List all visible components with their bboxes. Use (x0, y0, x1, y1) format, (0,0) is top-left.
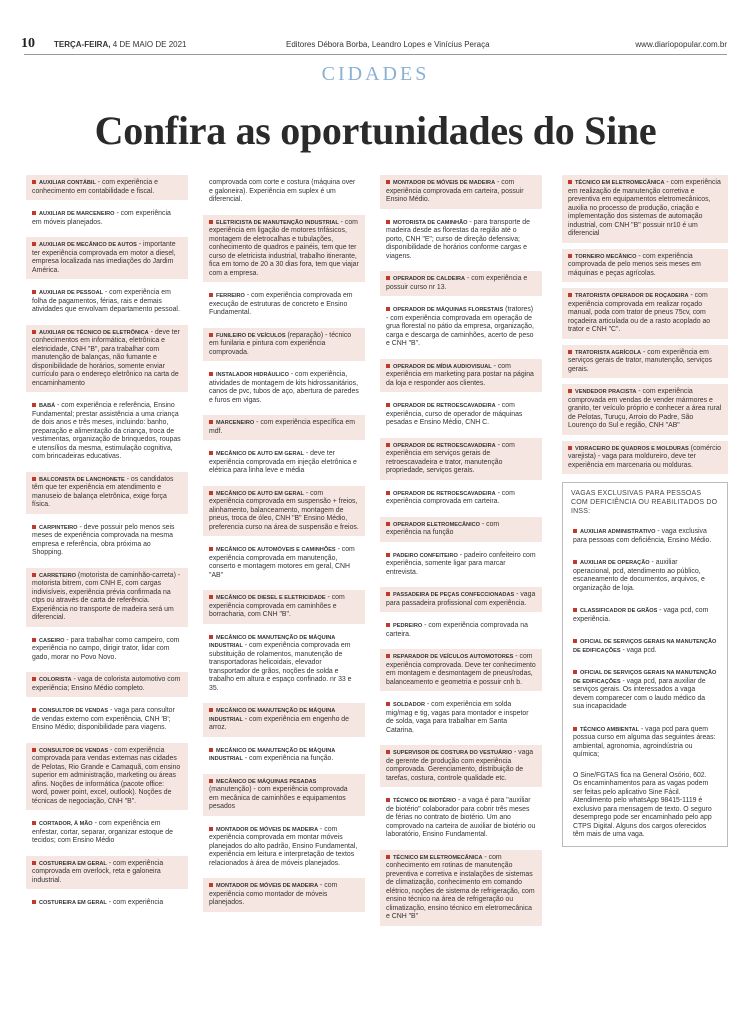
bullet-square-icon (32, 403, 36, 407)
column-2 (203, 175, 365, 918)
job-description: - com experiência comprovada na carteira. (386, 622, 528, 638)
job-description: - deve ter experiência comprovada em injeção eletrônica e elétrica para linha leve e média (209, 450, 357, 474)
job-listing (203, 446, 365, 480)
job-description: - com experiência como montador de móveis planejados. (209, 882, 338, 906)
bullet-square-icon (573, 670, 577, 674)
job-title: BABÁ (39, 403, 56, 409)
bullet-square-icon (32, 708, 36, 712)
job-listing (26, 568, 188, 627)
job-title: AUXILIAR DE MECÂNICO DE AUTOS (39, 242, 137, 248)
job-listing (26, 398, 188, 466)
bullet-square-icon (568, 350, 572, 354)
bullet-square-icon (573, 560, 577, 564)
job-title: MECÂNICO DE MANUTENÇÃO DE MÁQUINA INDUSTRIAL (209, 634, 336, 649)
job-listing (203, 703, 365, 737)
bullet-square-icon (386, 180, 390, 184)
job-description: - vaga pcd para quem possua curso em alguma das seguintes áreas: ambiental, agronomia, agroindústria ou química; (573, 725, 716, 758)
job-title: CARRETEIRO (39, 572, 76, 579)
job-description: - com experiência em folha de pagamentos, férias, rais e demais atividades que envolvam departamento pessoal. (32, 289, 180, 313)
job-listing (26, 325, 188, 393)
job-listing (380, 486, 542, 511)
bullet-square-icon (568, 389, 572, 393)
job-description: (reparação) - técnico em funilaria e pintura com experiência comprovada. (209, 331, 352, 356)
job-title: MECÂNICO DE MÁQUINAS PESADAS (216, 778, 317, 785)
job-listing (380, 438, 542, 480)
job-listing (26, 520, 188, 562)
job-title: CONSULTOR DE VENDAS (39, 708, 109, 714)
job-description: (manutenção) - com experiência comprovada em mecânica de caminhões e equipamentos pesados (209, 786, 348, 810)
bullet-square-icon (32, 180, 36, 184)
job-listing (567, 634, 723, 659)
bullet-square-icon (209, 333, 213, 337)
job-title: OFICIAL DE SERVIÇOS GERAIS NA MANUTENÇÃO DE EDIFICAÇÕES (573, 670, 717, 685)
job-listing (203, 328, 365, 362)
bullet-square-icon (32, 821, 36, 825)
job-description: (tratores) - com experiência comprovada em operação de grua florestal no pátio da empresa, organização, carga e descarga de caminhões, acerto de peso e CNH "B". (386, 306, 534, 347)
bullet-square-icon (209, 827, 213, 831)
job-listing (562, 175, 728, 243)
bullet-square-icon (32, 573, 36, 577)
bullet-square-icon (32, 211, 36, 215)
job-title: OPERADOR DE CALDEIRA (393, 276, 466, 282)
job-title: OPERADOR DE MÍDIA AUDIOVISUAL (393, 363, 492, 370)
bullet-square-icon (568, 180, 572, 184)
job-description: - com experiência, curso de operador de máquinas pesadas e Ensino Médio, CNH C. (386, 402, 523, 426)
job-listing (380, 398, 542, 432)
job-title: CLASSIFICADOR DE GRÃOS (580, 608, 658, 614)
job-listing (380, 649, 542, 691)
bullet-square-icon (386, 592, 390, 596)
bullet-square-icon (386, 522, 390, 526)
job-title: MECÂNICO DE AUTO EM GERAL (216, 451, 304, 457)
job-listing (567, 665, 723, 716)
job-listing (380, 618, 542, 643)
job-title: MONTADOR DE MÓVEIS DE MADEIRA (216, 883, 319, 889)
job-description: - com experiência específica em mdf. (209, 419, 355, 435)
job-listing (26, 703, 188, 737)
job-listing (26, 672, 188, 697)
bullet-square-icon (386, 702, 390, 706)
job-description: - com experiência e referência, Ensino Fundamental; prestar assistência a uma criança de dois anos e três meses, incluindo: banho, preparação e alimentação da criança, troca de vestimentas, organização de brinquedos, roupas e utensílios da mesma, estimulação cognitiva, com brincadeiras educativas. (32, 402, 181, 460)
pcd-box-title: VAGAS EXCLUSIVAS PARA PESSOAS COM DEFICIÊNCIA OU REABILITADOS DO INSS: (571, 490, 718, 515)
job-title: AUXILIAR DE TÉCNICO DE ELETRÔNICA (39, 329, 149, 336)
job-title: TORNEIRO MECÂNICO (575, 253, 637, 260)
bullet-square-icon (209, 779, 213, 783)
job-title: COLORISTA (39, 677, 72, 683)
column-4 (562, 175, 728, 847)
job-description: - com experiência em serviços gerais de retroescavadeira e trator, manutenção propriedade, serviços gerais. (386, 441, 515, 474)
job-description: - com experiência comprovada em suspensão + freios, alinhamento, balanceamento, montagem de pneus, troca de óleo, CNH "B" Ensino Médio, preferencia curso na área de suspensão e freios. (209, 489, 359, 531)
date-text: 4 DE MAIO DE 2021 (112, 40, 187, 49)
job-description: - com experiência em serviços gerais de trator, manutenção, serviços gerais. (568, 348, 713, 373)
section-title: CIDADES (321, 63, 430, 85)
job-description: - vaga de gerente de produção com experiência comprovada. Gerenciamento, distribuição de tarefas, costura, controle qualidade etc. (386, 749, 534, 782)
bullet-square-icon (386, 276, 390, 280)
job-listing (562, 384, 728, 435)
bullet-square-icon (209, 883, 213, 887)
job-listing (567, 722, 723, 764)
job-listing (203, 774, 365, 816)
column-1 (26, 175, 188, 918)
bullet-square-icon (32, 330, 36, 334)
job-description: - com experiência comprovada em montar móveis planejados do alto padrão, Ensino Fundamental, experiência em leitura e interpretação de textos relacionados à área de móveis planejados. (209, 825, 358, 867)
job-description: - com experiência comprovada em caminhões e borracharia, com CNH "B". (209, 594, 345, 618)
bullet-square-icon (32, 861, 36, 865)
job-listing (26, 895, 188, 912)
job-description: - os candidatos têm que ter experiência em atendimento e manuseio de balança eletrônica, exige força física. (32, 475, 174, 508)
bullet-square-icon (568, 446, 572, 450)
job-description: - com experiência comprovada em execução de estruturas de concreto e Ensino Fundamental. (209, 292, 353, 316)
pcd-items (567, 524, 723, 764)
job-title: COSTUREIRA EM GERAL (39, 860, 107, 867)
job-description: - com experiência em solda mig/mag e tig, vagas para montador e inspetor de solda, vaga para trabalhar em Santa Catarina. (386, 701, 529, 734)
job-description: (comércio varejista) - vaga para moldureiro, deve ter experiência em marcenaria ou molduras. (568, 444, 721, 469)
job-title: OFICIAL DE SERVIÇOS GERAIS NA MANUTENÇÃO DE EDIFICAÇÕES (573, 639, 717, 654)
job-description: - com experiência e conhecimento em contabilidade e fiscal. (32, 179, 158, 195)
job-title: MARCENEIRO (216, 420, 255, 426)
job-listing (380, 745, 542, 787)
bullet-square-icon (209, 595, 213, 599)
job-title: COSTUREIRA EM GERAL (39, 900, 107, 906)
job-title: OPERADOR ELETROMECÂNICO (393, 521, 481, 528)
bullet-square-icon (209, 451, 213, 455)
bullet-square-icon (568, 254, 572, 258)
job-description: - vaga pcd, com experiência. (573, 607, 709, 623)
job-title: MECÂNICO DE MANUTENÇÃO DE MÁQUINA INDUSTRIAL (209, 708, 336, 723)
bullet-square-icon (386, 654, 390, 658)
job-listing (380, 850, 542, 926)
editors-line: Editores Débora Borba, Leandro Lopes e Vinícius Peraça (286, 40, 490, 49)
job-description: - com experiência em engenho de arroz. (209, 715, 349, 731)
job-title: CONSULTOR DE VENDAS (39, 747, 109, 754)
job-listing (562, 288, 728, 339)
job-listing (567, 524, 723, 549)
job-listing (380, 175, 542, 209)
bullet-square-icon (386, 491, 390, 495)
job-listing (203, 590, 365, 624)
job-title: AUXILIAR DE OPERAÇÃO (580, 560, 650, 566)
job-title: MONTADOR DE MÓVEIS DE MADEIRA (216, 826, 319, 833)
job-listing (26, 743, 188, 811)
job-listing (380, 587, 542, 612)
sine-note: O Sine/FGTAS fica na General Osório, 602. Os encaminhamentos para as vagas podem ser feitas pelo aplicativo Sine Fácil. Atendimento pelo whatsApp 98415-1119 é exclusivo para mensagem de texto. O seguro desemprego pode ser encaminhado pelo app CTPS Digital. Alguns dos cargos oferecidos têm mais de uma vaga. (573, 771, 712, 838)
job-listing (380, 793, 542, 844)
job-title: CASEIRO (39, 637, 65, 644)
job-title: PEDREIRO (393, 623, 423, 629)
job-listing (26, 816, 188, 850)
job-title: MECÂNICO DE MANUTENÇÃO DE MÁQUINA INDUSTRIAL (209, 747, 336, 762)
job-listing (562, 441, 728, 475)
job-description: - com experiência comprovada em carteira, possuir Ensino Médio. (386, 179, 524, 203)
bullet-square-icon (568, 293, 572, 297)
job-title: OPERADOR DE RETROESCAVADEIRA (393, 490, 496, 497)
job-title: TÉCNICO DE BIOTÉRIO (393, 798, 457, 804)
weekday: TERÇA-FEIRA, (54, 40, 111, 49)
bullet-square-icon (209, 420, 213, 424)
bullet-square-icon (573, 529, 577, 533)
job-title: OPERADOR DE RETROESCAVADEIRA (393, 403, 496, 409)
job-listing (380, 359, 542, 393)
job-description: - vaga exclusiva para pessoas com deficiência, Ensino Médio. (573, 528, 712, 544)
job-description: - deve ter conhecimentos em informática, eletrônica e eletricidade, CNH "B", para trabalhar com manutenção de balanças, não fumante e disponibilidade de horários, somente enviar currículo para o endereço eletrônico na carta de encaminhamento (32, 328, 180, 387)
job-description: - para transporte de madeira desde as florestas da região até o porto, CNH "E"; curso de direção defensiva; disponibilidade de horários conforme cargas e viagens. (386, 218, 530, 260)
bullet-square-icon (209, 547, 213, 551)
job-title: CORTADOR, À MÃO (39, 821, 93, 827)
job-title: MECÂNICO DE DIESEL E ELETRICIDADE (216, 595, 326, 601)
job-description: - com experiência (106, 899, 164, 906)
job-description: - com experiência em móveis planejados. (32, 210, 171, 226)
job-description: comprovada com corte e costura (máquina over e galoneira). Experiência em suplex é um diferencial. (209, 179, 356, 203)
job-description: - a vaga é para "auxiliar de biotério" colaborador para cobrir três meses de férias no contrato de biotério. Um ano comprovado na carteira de auxiliar de biotério ou laboratório, Ensino Fundamental. (386, 797, 536, 838)
job-listing (567, 603, 723, 628)
bullet-square-icon (209, 635, 213, 639)
job-title: VENDEDOR PRACISTA (575, 389, 637, 395)
bullet-square-icon (32, 525, 36, 529)
bullet-square-icon (386, 798, 390, 802)
job-listing (203, 743, 365, 768)
job-listing (26, 856, 188, 890)
job-description: - com experiência comprovada em realizar roçado manual, poda com trator de pneus 75cv, com roçadeira articulada ou de a rasto acoplado ao trator e CNH "C". (568, 292, 711, 333)
bullet-square-icon (386, 750, 390, 754)
job-description: - vaga de colorista automotivo com experiência; Ensino Médio completo. (32, 676, 181, 692)
job-description: (motorista de caminhão-carreta) - motorista bitrem, com CNH E, com cargas indivisíveis, experiência prévia confirmada na ctps ou através de carta de referência. Experiência no transporte de madeira será um diferencial. (32, 571, 181, 621)
bullet-square-icon (209, 491, 213, 495)
job-description: - com experiência comprovada em manutenção, conserto e montagem motores em geral, CNH "AB" (209, 546, 355, 579)
job-listing (203, 822, 365, 873)
job-title: TÉCNICO EM ELETROMECÂNICA (575, 180, 665, 186)
job-listing (380, 517, 542, 542)
job-description: - com experiência comprovada para vendas externas nas cidades de Pelotas, Rio Grande e Camaquã, com ensino superior em administração, marketing ou áreas afins. Noções de informática (pacote office: word, power point, excel, outlook). Noções de técnicas de negociação, CNH "B". (32, 746, 181, 805)
job-listing (26, 472, 188, 514)
job-listing (203, 415, 365, 440)
job-description: - com conhecimento em rotinas de manutenção preventiva e corretiva e instalações de sistemas de climatização, conhecimento em comando elétrico, noções de sistema de refrigeração, com ensino técnico na área de refrigeração ou climatização, ensino técnico em eletromecânica e CNH "B" (386, 853, 535, 920)
job-description: - com experiência, atividades de montagem de kits hidrossanitários, canos de pvc, tubos de aço, abertura de paredes e furos em vigas. (209, 371, 359, 404)
job-title: TÉCNICO AMBIENTAL (580, 726, 640, 733)
bullet-square-icon (32, 748, 36, 752)
job-title: AUXILIAR CONTÁBIL (39, 180, 96, 186)
job-title: OPERADOR DE MÁQUINAS FLORESTAIS (393, 307, 504, 313)
job-listing (380, 271, 542, 296)
job-title: VIDRACEIRO DE QUADROS E MOLDURAS (575, 445, 689, 452)
job-description: - vaga pcd, para auxiliar de serviços gerais. Os interessados a vaga devem comparecer com o laudo médico da sua incapacidade (573, 677, 706, 710)
job-description: - com experiência na função. (242, 755, 334, 762)
job-title: REPARADOR DE VEÍCULOS AUTOMOTORES (393, 654, 514, 660)
bullet-square-icon (386, 553, 390, 557)
bullet-square-icon (209, 293, 213, 297)
bullet-square-icon (386, 443, 390, 447)
job-title: OPERADOR DE RETROESCAVADEIRA (393, 442, 496, 449)
headline: Confira as oportunidades do Sine (94, 108, 657, 153)
job-listing (26, 285, 188, 319)
job-listing (203, 175, 365, 209)
job-title: ELETRICISTA DE MANUTENÇÃO INDUSTRIAL (216, 219, 339, 226)
job-title: AUXILIAR DE MARCENEIRO (39, 211, 115, 217)
job-title: TÉCNICO EM ELETROMECÂNICA (393, 854, 483, 861)
job-listing (203, 288, 365, 322)
job-listing (562, 249, 728, 283)
job-title: PASSADEIRA DE PEÇAS CONFECCIONADAS (393, 592, 515, 598)
job-description: - com experiência e possuir curso nr 13. (386, 275, 528, 291)
site-url: www.diariopopular.com.br (635, 40, 727, 49)
job-listing (562, 345, 728, 379)
job-title: AUXILIAR ADMINISTRATIVO (580, 529, 656, 535)
job-listing (380, 548, 542, 582)
job-title: AUXILIAR DE PESSOAL (39, 290, 104, 296)
job-listing (26, 175, 188, 200)
job-title: MECÂNICO DE AUTOMÓVEIS E CAMINHÕES (216, 547, 336, 553)
job-title: CARPINTEIRO (39, 524, 78, 531)
job-description: - com experiência em marketing para postar na página da loja e responder aos clientes. (386, 362, 534, 387)
job-title: FERREIRO (216, 293, 245, 299)
bullet-square-icon (386, 364, 390, 368)
job-title: MECÂNICO DE AUTO EM GERAL (216, 490, 304, 497)
job-title: TRATORISTA AGRÍCOLA (575, 349, 642, 356)
job-description: - vaga para passadeira profissional com experiência. (386, 591, 536, 607)
column-4-items (562, 175, 728, 474)
job-description: - com experiência comprovada em carteira. (386, 489, 515, 505)
job-description: - padeiro confeiteiro com experiência, somente ligar para marcar entrevista. (386, 551, 536, 576)
bullet-square-icon (386, 855, 390, 859)
column-3 (380, 175, 542, 932)
job-description: - com experiência comprovada em vendas de vender mármores e granito, ter veículo próprio e conhecer a área rural de Pelotas, Turuçu, Arroio do Padre, São Lourenço do Sul e região, CNH "AB" (568, 388, 722, 429)
job-description: - com experiência em realização de manutenção corretiva e preventiva em equipamentos eletromecânicos, auxilia no processo de produção, criação e implementação dos sistemas de automação industrial, com CNH "B" possuir nr10 é um diferencial (568, 179, 721, 237)
job-title: TRATORISTA OPERADOR DE ROÇADEIRA (575, 293, 689, 299)
job-listing (203, 542, 365, 584)
job-description: - com experiência comprovada em substituição de rolamentos, manutenção de transportadoras helicoidais, elevador transportador de grãos, noções de solda e trabalho em altura e espaço confinado. nr 33 e 35. (209, 642, 352, 692)
bullet-square-icon (573, 608, 577, 612)
bullet-square-icon (386, 220, 390, 224)
job-listing (203, 486, 365, 537)
job-listing (567, 555, 723, 597)
bullet-square-icon (32, 638, 36, 642)
bullet-square-icon (573, 639, 577, 643)
bullet-square-icon (32, 477, 36, 481)
job-title: INSTALADOR HIDRÁULICO (216, 372, 289, 378)
job-listing (203, 630, 365, 698)
job-title: MOTORISTA DE CAMINHÃO (393, 219, 468, 226)
bullet-square-icon (573, 727, 577, 731)
job-description: - para trabalhar como campeiro, com experiência no campo, dirigir trator, lidar com gado, morar no Povo Novo. (32, 636, 180, 661)
job-description: - com experiência em enfestar, cortar, separar, organizar estoque de tecidos; com Ensino Médio (32, 820, 173, 844)
job-listing (203, 367, 365, 409)
job-listing (203, 878, 365, 912)
job-description: - com experiência comprovada em overlock, reta e galoneira industrial. (32, 859, 164, 884)
bullet-square-icon (32, 290, 36, 294)
page-number: 10 (21, 36, 35, 51)
job-listing (26, 237, 188, 279)
job-listing (380, 215, 542, 266)
job-title: MONTADOR DE MÓVEIS DE MADEIRA (393, 180, 496, 186)
job-title: SUPERVISOR DE COSTURA DO VESTUÁRIO (393, 750, 513, 756)
page-date (54, 40, 187, 49)
job-title: FUNILEIRO DE VEÍCULOS (216, 332, 286, 339)
job-description: - importante ter experiência comprovada em motor a diesel, empresa localizada nas imediações do Jardim América. (32, 241, 176, 274)
bullet-square-icon (386, 403, 390, 407)
job-description: - com experiência na função (386, 520, 500, 536)
bullet-square-icon (209, 708, 213, 712)
page-header (0, 38, 751, 52)
job-title: SOLDADOR (393, 702, 426, 708)
job-description: - com experiência em ligação de motores trifásicos, montagem de eletrocalhas e tubulações, conhecimento de quadros e painéis, tem que ter curso de eletricista industrial, trabalho itinerante, fica em torno de 20 a 30 dias fora, tem que viajar com a empresa. (209, 218, 359, 277)
bullet-square-icon (386, 307, 390, 311)
job-description: - deve possuir pelo menos seis meses de experiência comprovada na mesma empresa e referência, obra próxima ao Shopping. (32, 523, 175, 556)
job-description: - com experiência comprovada. Deve ter conhecimento em montagem e desmontagem de pneus/rodas, balanceamento e geometria e possuir cnh b. (386, 653, 536, 686)
job-description: - auxiliar operacional, pcd, atendimento ao público, escaneamento de documentos, arquivos, e organização de loja. (573, 559, 705, 592)
job-listing (26, 633, 188, 667)
bullet-square-icon (209, 372, 213, 376)
bullet-square-icon (32, 677, 36, 681)
job-listing (380, 302, 542, 353)
bullet-square-icon (209, 748, 213, 752)
bullet-square-icon (386, 623, 390, 627)
bullet-square-icon (32, 242, 36, 246)
job-title: BALCONISTA DE LANCHONETE (39, 476, 125, 483)
job-listing (203, 215, 365, 283)
header-divider (24, 54, 727, 55)
pcd-box (562, 482, 728, 847)
job-description: - com experiência comprovada de pelo menos seis meses em máquinas e peças agrícolas. (568, 252, 701, 277)
job-title: PADEIRO CONFEITEIRO (393, 552, 458, 559)
job-description: - vaga para consultor de vendas externo com experiência, CNH 'B'; Ensino Médio; disponibilidade para viagens. (32, 707, 175, 731)
bullet-square-icon (209, 220, 213, 224)
job-listing (26, 206, 188, 231)
job-description: - vaga pcd. (620, 646, 657, 654)
job-listing (380, 697, 542, 739)
bullet-square-icon (32, 900, 36, 904)
